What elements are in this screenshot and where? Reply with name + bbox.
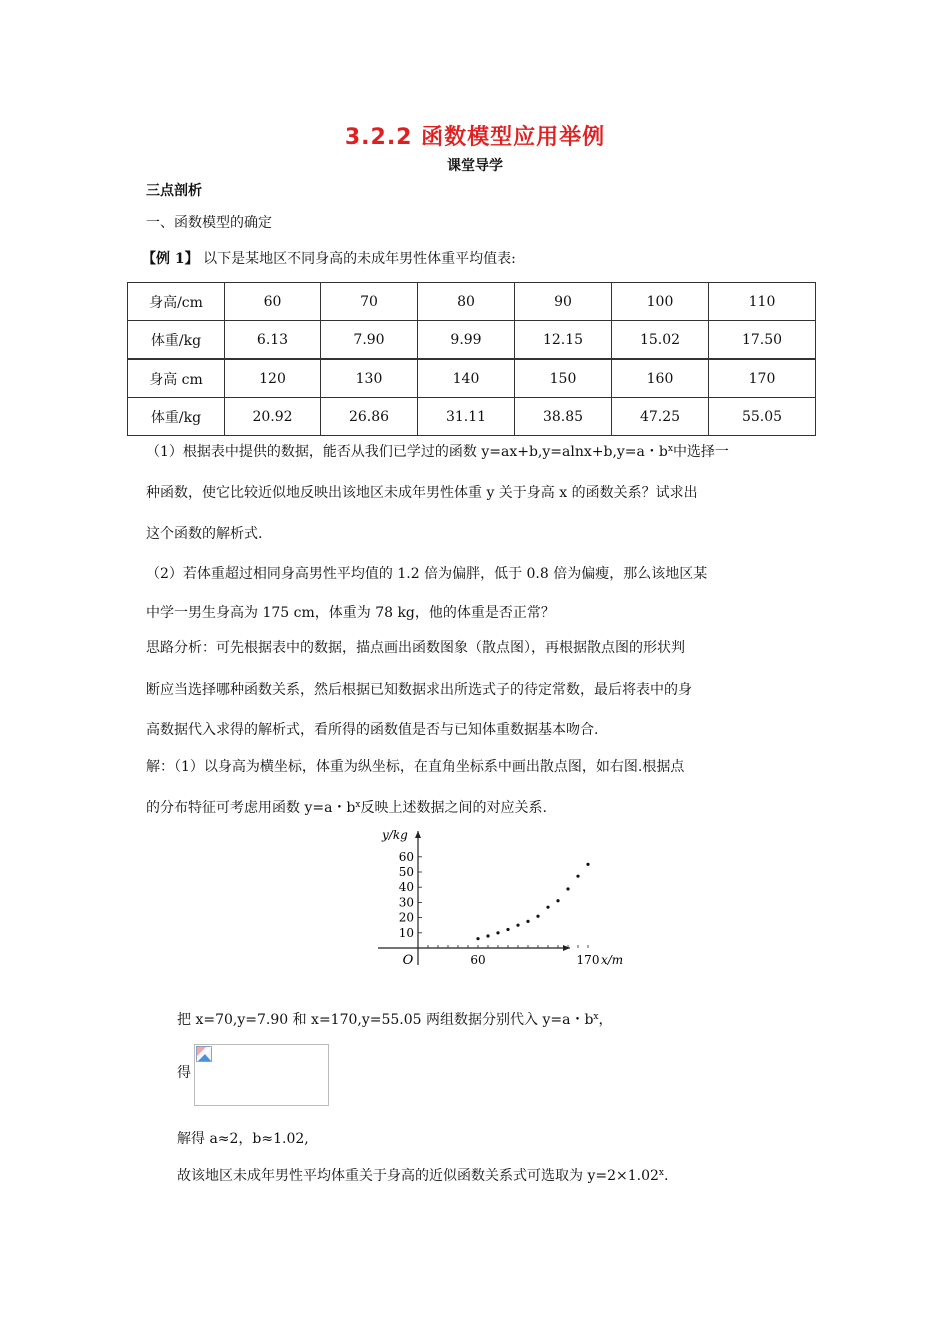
- y-tick-label: 40: [398, 880, 414, 895]
- data-point: [476, 937, 479, 940]
- table-cell: 12.15: [515, 321, 612, 360]
- data-point: [526, 920, 529, 923]
- table-cell: 100: [612, 283, 709, 321]
- table-cell: 17.50: [709, 321, 816, 360]
- table-cell: 15.02: [612, 321, 709, 360]
- table-cell: 7.90: [321, 321, 418, 360]
- sub-tail: ，: [598, 1012, 613, 1028]
- table-cell: 6.13: [225, 321, 321, 360]
- substitution-line: [177, 1009, 847, 1029]
- origin-label: O: [402, 953, 414, 968]
- conclusion-line: [177, 1165, 847, 1185]
- y-tick-label: 30: [398, 895, 414, 910]
- y-tick-label: 50: [398, 865, 414, 879]
- question-2-line-1: （2）若体重超过相同身高男性平均值的 1.2 倍为偏胖，低于 0.8 倍为偏瘦，那么该地区某: [146, 566, 708, 582]
- table-cell: 120: [225, 359, 321, 398]
- de-label: 得: [177, 1065, 191, 1081]
- solve-result-line: 解得 a≈2，b≈1.02,: [177, 1131, 309, 1147]
- data-point: [586, 863, 589, 866]
- table-cell: 20.92: [225, 398, 321, 436]
- data-point: [506, 928, 509, 931]
- analysis-line-2: 断应当选择哪种函数关系，然后根据已知数据求出所选式子的待定常数，最后将表中的身: [146, 682, 692, 698]
- q1-text: （1）根据表中提供的数据，能否从我们已学过的函数 y=ax+b,y=alnx+b,y=a・b: [146, 444, 668, 460]
- solution-line-1: 解：（1）以身高为横坐标，体重为纵坐标，在直角坐标系中画出散点图，如右图.根据点: [146, 759, 685, 775]
- analysis-line-1: 思路分析：可先根据表中的数据，描点画出函数图象（散点图），再根据散点图的形状判: [146, 640, 685, 656]
- data-point: [516, 924, 519, 927]
- conclusion-text: 故该地区未成年男性平均体重关于身高的近似函数关系式可选取为 y=2×1.02: [177, 1168, 659, 1184]
- table-cell: 身高/cm: [128, 283, 225, 321]
- y-axis-label: y/kg: [382, 828, 408, 842]
- table-cell: 150: [515, 359, 612, 398]
- data-point: [536, 915, 539, 918]
- question-1-line-2: 种函数，使它比较近似地反映出该地区未成年男性体重 y 关于身高 x 的函数关系？试求出: [146, 485, 698, 501]
- table-cell: 体重/kg: [128, 398, 225, 436]
- table-cell: 160: [612, 359, 709, 398]
- table-cell: 170: [709, 359, 816, 398]
- broken-image-icon: [196, 1046, 212, 1062]
- table-cell: 80: [418, 283, 515, 321]
- data-point: [556, 899, 559, 902]
- q1-superscript: x: [667, 444, 673, 454]
- question-1-line-3: 这个函数的解析式.: [146, 526, 263, 542]
- table-cell: 身高 cm: [128, 359, 225, 398]
- sub-superscript: x: [593, 1012, 599, 1022]
- data-point: [576, 875, 579, 878]
- data-point: [566, 887, 569, 890]
- table-row: [128, 359, 816, 398]
- y-axis-arrow: [415, 831, 421, 838]
- table-row: [128, 283, 816, 321]
- heading-model-determination: 一、函数模型的确定: [146, 215, 272, 231]
- x-axis-arrow: [563, 945, 570, 951]
- solution-line-2: [146, 797, 816, 817]
- data-point: [546, 906, 549, 909]
- y-tick-label: 60: [398, 849, 414, 864]
- table-cell: 38.85: [515, 398, 612, 436]
- table-row: [128, 321, 816, 360]
- x-tick-label: 170: [576, 953, 600, 967]
- table-cell: 体重/kg: [128, 321, 225, 360]
- data-point: [486, 934, 489, 937]
- q1-tail: 中选择一: [672, 444, 729, 460]
- x-axis-label: x/m: [601, 953, 624, 967]
- example-text: 以下是某地区不同身高的未成年男性体重平均值表:: [203, 251, 516, 267]
- table-cell: 26.86: [321, 398, 418, 436]
- table-cell: 47.25: [612, 398, 709, 436]
- data-point: [496, 931, 499, 934]
- conclusion-tail: .: [663, 1168, 669, 1184]
- equation-image-placeholder: [194, 1044, 329, 1106]
- page-subtitle: 课堂导学: [447, 158, 503, 174]
- analysis-line-3: 高数据代入求得的解析式，看所得的函数值是否与已知体重数据基本吻合.: [146, 722, 599, 738]
- y-tick-label: 10: [398, 925, 414, 940]
- table-row: [128, 398, 816, 436]
- sol-tail: 反映上述数据之间的对应关系.: [360, 800, 547, 816]
- height-weight-table: [127, 282, 816, 436]
- x-tick-label: 60: [470, 953, 486, 967]
- sub-text: 把 x=70,y=7.90 和 x=170,y=55.05 两组数据分别代入 y=a・b: [177, 1012, 594, 1028]
- table-cell: 55.05: [709, 398, 816, 436]
- question-1-line-1: [146, 441, 816, 461]
- table-cell: 70: [321, 283, 418, 321]
- y-tick-label: 20: [398, 910, 414, 925]
- page-title: 3.2.2 函数模型应用举例: [344, 125, 606, 150]
- table-cell: 60: [225, 283, 321, 321]
- example-line: [142, 249, 516, 269]
- table-cell: 90: [515, 283, 612, 321]
- table-cell: 130: [321, 359, 418, 398]
- table-cell: 9.99: [418, 321, 515, 360]
- sol-superscript: x: [355, 800, 361, 810]
- example-label: 【例 1】: [142, 251, 199, 267]
- scatter-chart: [370, 825, 624, 970]
- conclusion-superscript: x: [658, 1168, 664, 1178]
- question-2-line-2: 中学一男生身高为 175 cm，体重为 78 kg，他的体重是否正常？: [146, 605, 555, 621]
- sol-text: 的分布特征可考虑用函数 y=a・b: [146, 800, 356, 816]
- table-cell: 140: [418, 359, 515, 398]
- table-cell: 31.11: [418, 398, 515, 436]
- table-cell: 110: [709, 283, 816, 321]
- section-heading: 三点剖析: [146, 183, 202, 199]
